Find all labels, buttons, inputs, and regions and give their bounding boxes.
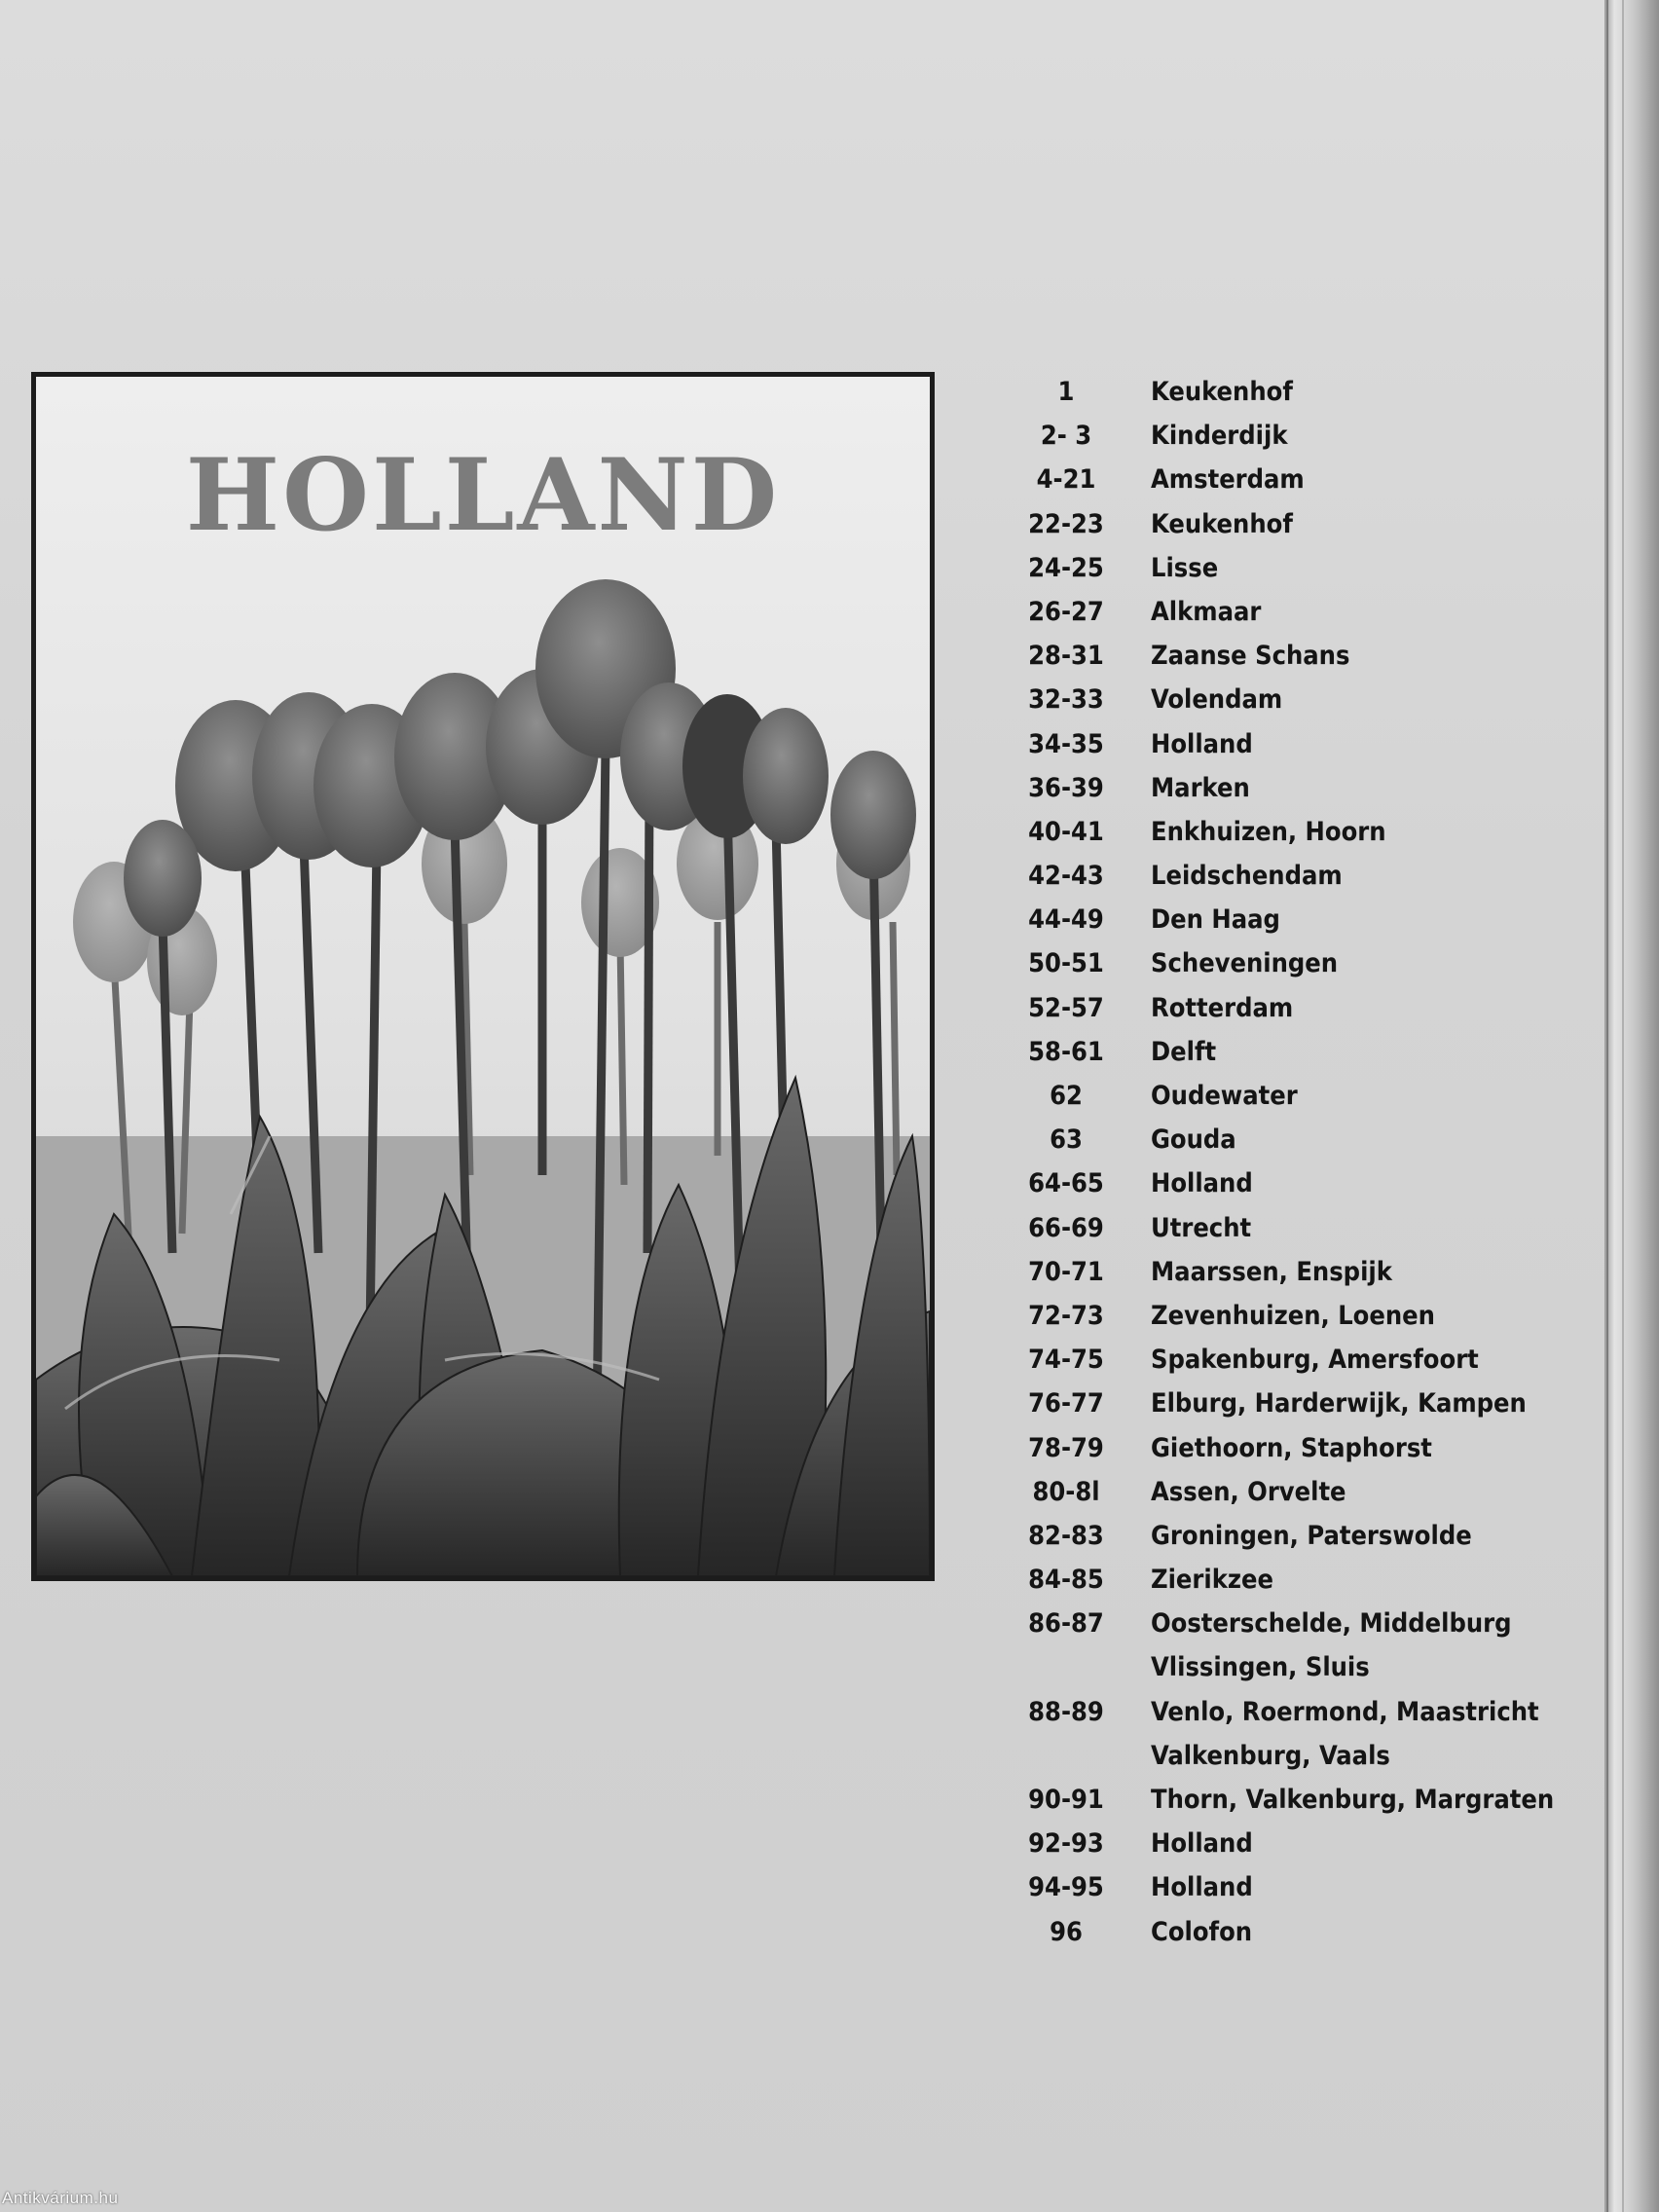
toc-page-range: 28-31 (1028, 641, 1104, 672)
toc-place-names: Assen, Orvelte (1151, 1476, 1346, 1507)
toc-place-names: Rotterdam (1151, 992, 1294, 1023)
toc-row (1013, 1865, 1597, 1909)
toc-page-range: 70-71 (1028, 1256, 1104, 1287)
toc-row (1013, 1778, 1597, 1822)
toc-row (1013, 1382, 1597, 1425)
toc-page-range: 22-23 (1028, 508, 1104, 539)
toc-page-range: 40-41 (1028, 816, 1104, 847)
toc-row (1013, 941, 1597, 985)
toc-row (1013, 854, 1597, 898)
toc-place-names: Venlo, Roermond, Maastricht (1151, 1696, 1539, 1727)
toc-place-names: Enkhuizen, Hoorn (1151, 816, 1386, 847)
toc-place-names: Zevenhuizen, Loenen (1151, 1300, 1435, 1331)
toc-page-range: 62 (1050, 1081, 1083, 1111)
toc-place-names: Oosterschelde, Middelburg (1151, 1608, 1512, 1640)
toc-row (1013, 1690, 1597, 1734)
toc-place-names: Valkenburg, Vaals (1151, 1740, 1390, 1771)
toc-row (1013, 1030, 1597, 1074)
toc-row (1013, 1470, 1597, 1514)
toc-page-range: 42-43 (1028, 861, 1104, 892)
toc-page-range: 94-95 (1028, 1872, 1104, 1903)
toc-place-names: Holland (1151, 1828, 1253, 1860)
toc-row (1013, 722, 1597, 766)
table-of-contents (1013, 370, 1597, 1954)
toc-page-range: 36-39 (1028, 772, 1104, 803)
toc-page-range: 90-91 (1028, 1785, 1104, 1815)
toc-page-range: 74-75 (1028, 1345, 1104, 1376)
toc-page-range: 76-77 (1028, 1388, 1104, 1419)
toc-row (1013, 546, 1597, 590)
tulip-photo-frame (31, 372, 935, 1581)
toc-place-names: Zierikzee (1151, 1565, 1273, 1596)
toc-row (1013, 1645, 1597, 1689)
toc-place-names: Maarssen, Enspijk (1151, 1256, 1392, 1287)
toc-place-names: Thorn, Valkenburg, Margraten (1151, 1785, 1555, 1815)
toc-row (1013, 1206, 1597, 1250)
toc-row (1013, 766, 1597, 810)
toc-place-names: Zaanse Schans (1151, 641, 1350, 672)
toc-page-range: 24-25 (1028, 552, 1104, 583)
toc-row (1013, 1426, 1597, 1470)
toc-place-names: Scheveningen (1151, 948, 1339, 979)
toc-page-range: 4-21 (1036, 464, 1096, 496)
toc-place-names: Den Haag (1151, 904, 1280, 936)
toc-page-range: 32-33 (1028, 684, 1104, 716)
toc-place-names: Giethoorn, Staphorst (1151, 1432, 1432, 1463)
toc-page-range: 26-27 (1028, 596, 1104, 627)
toc-page-range: 72-73 (1028, 1300, 1104, 1331)
toc-page-range: 50-51 (1028, 948, 1104, 979)
toc-row (1013, 634, 1597, 678)
toc-page-range: 2- 3 (1040, 421, 1092, 452)
toc-row (1013, 1074, 1597, 1118)
toc-place-names: Marken (1151, 772, 1250, 803)
toc-place-names: Amsterdam (1151, 464, 1305, 496)
toc-place-names: Elburg, Harderwijk, Kampen (1151, 1388, 1527, 1419)
toc-page-range: 44-49 (1028, 904, 1104, 936)
toc-place-names: Keukenhof (1151, 508, 1293, 539)
toc-place-names: Kinderdijk (1151, 421, 1288, 452)
toc-place-names: Alkmaar (1151, 596, 1262, 627)
toc-place-names: Delft (1151, 1036, 1217, 1067)
toc-place-names: Colofon (1151, 1916, 1253, 1947)
toc-page-range: 66-69 (1028, 1212, 1104, 1243)
toc-place-names: Groningen, Paterswolde (1151, 1520, 1472, 1551)
toc-place-names: Oudewater (1151, 1081, 1298, 1111)
toc-place-names: Volendam (1151, 684, 1283, 716)
tulip-photograph (36, 377, 930, 1576)
toc-row (1013, 1910, 1597, 1954)
toc-place-names: Gouda (1151, 1124, 1236, 1156)
toc-page-range: 58-61 (1028, 1036, 1104, 1067)
watermark: Antikvárium.hu (2, 2189, 119, 2207)
toc-row (1013, 986, 1597, 1030)
toc-place-names: Holland (1151, 1872, 1253, 1903)
toc-row (1013, 1558, 1597, 1602)
toc-row (1013, 1602, 1597, 1645)
toc-place-names: Lisse (1151, 552, 1219, 583)
toc-page-range: 34-35 (1028, 728, 1104, 759)
toc-page-range: 84-85 (1028, 1565, 1104, 1596)
toc-page-range: 96 (1050, 1916, 1083, 1947)
toc-row (1013, 1294, 1597, 1338)
toc-row (1013, 898, 1597, 941)
toc-page-range: 82-83 (1028, 1520, 1104, 1551)
toc-page-range: 92-93 (1028, 1828, 1104, 1860)
toc-row (1013, 590, 1597, 634)
toc-page-range: 52-57 (1028, 992, 1104, 1023)
toc-page-range: 88-89 (1028, 1696, 1104, 1727)
toc-row (1013, 1734, 1597, 1778)
toc-row (1013, 502, 1597, 546)
toc-page-range: 86-87 (1028, 1608, 1104, 1640)
toc-page-range: 1 (1057, 377, 1075, 407)
toc-row (1013, 1250, 1597, 1294)
toc-place-names: Leidschendam (1151, 861, 1343, 892)
toc-place-names: Utrecht (1151, 1212, 1252, 1243)
book-page-edge (1604, 0, 1659, 2212)
toc-row (1013, 414, 1597, 458)
toc-page-range: 63 (1050, 1124, 1083, 1156)
toc-place-names: Holland (1151, 728, 1253, 759)
toc-place-names: Keukenhof (1151, 377, 1293, 407)
toc-row (1013, 810, 1597, 854)
toc-row (1013, 678, 1597, 721)
toc-page-range: 78-79 (1028, 1432, 1104, 1463)
toc-row (1013, 1822, 1597, 1865)
toc-row (1013, 458, 1597, 501)
toc-row (1013, 1161, 1597, 1205)
toc-row (1013, 1338, 1597, 1382)
toc-place-names: Spakenburg, Amersfoort (1151, 1345, 1479, 1376)
toc-place-names: Holland (1151, 1168, 1253, 1199)
toc-place-names: Vlissingen, Sluis (1151, 1652, 1370, 1683)
toc-row (1013, 1514, 1597, 1558)
book-title: HOLLAND (185, 437, 781, 554)
toc-row (1013, 370, 1597, 414)
toc-page-range: 64-65 (1028, 1168, 1104, 1199)
toc-page-range: 80-8l (1032, 1476, 1100, 1507)
toc-row (1013, 1118, 1597, 1161)
